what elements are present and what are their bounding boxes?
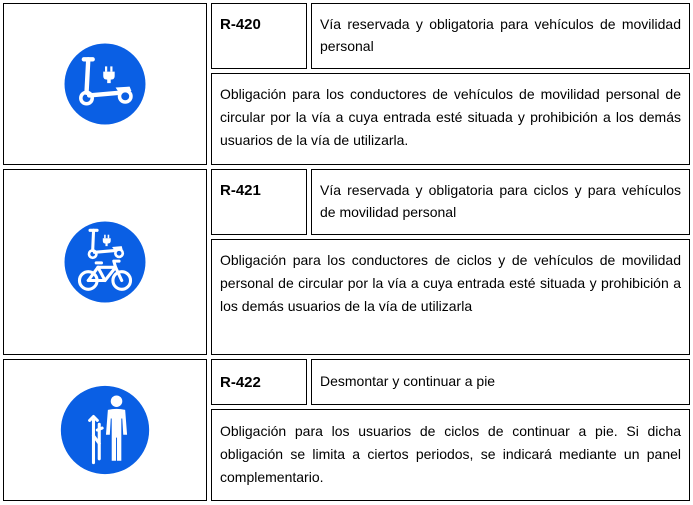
- sign-cell-r421: [3, 169, 207, 355]
- sign-title-text: Vía reservada y obligatoria para vehículos de movilidad personal: [320, 16, 681, 54]
- sign-description-text: Obligación para los conductores de ciclos y de vehículos de movilidad personal de circular por la vía a cuya entrada esté situada y prohibición a los demás usuarios de la vía de utilizarla: [220, 252, 681, 314]
- scooter-bicycle-sign-icon: [61, 218, 149, 306]
- sign-code-label: R-422: [220, 373, 261, 391]
- sign-description-r422: [211, 409, 690, 501]
- sign-code-r421: [211, 169, 307, 235]
- sign-code-r422: [211, 359, 307, 405]
- dismount-walk-sign-icon: [57, 382, 153, 478]
- sign-title-text: Desmontar y continuar a pie: [320, 373, 496, 389]
- sign-description-r420: [211, 73, 690, 165]
- scooter-sign-icon: [61, 40, 149, 128]
- sign-code-r420: [211, 3, 307, 69]
- sign-description-r421: [211, 239, 690, 355]
- sign-title-r421: [311, 169, 690, 235]
- sign-cell-r422: [3, 359, 207, 501]
- sign-title-r422: [311, 359, 690, 405]
- sign-code-label: R-421: [220, 182, 261, 199]
- sign-description-text: Obligación para los conductores de vehículos de movilidad personal de circular por la vía a cuya entrada esté situada y prohibición a los demás usuarios de la vía de utilizarla.: [220, 86, 681, 148]
- sign-description-text: Obligación para los usuarios de ciclos de continuar a pie. Si dicha obligación se limita a ciertos periodos, se indicará mediante un panel complementario.: [220, 423, 681, 485]
- sign-cell-r420: [3, 3, 207, 165]
- sign-code-label: R-420: [220, 16, 261, 33]
- sign-title-text: Vía reservada y obligatoria para ciclos y para vehículos de movilidad personal: [320, 182, 681, 220]
- sign-title-r420: [311, 3, 690, 69]
